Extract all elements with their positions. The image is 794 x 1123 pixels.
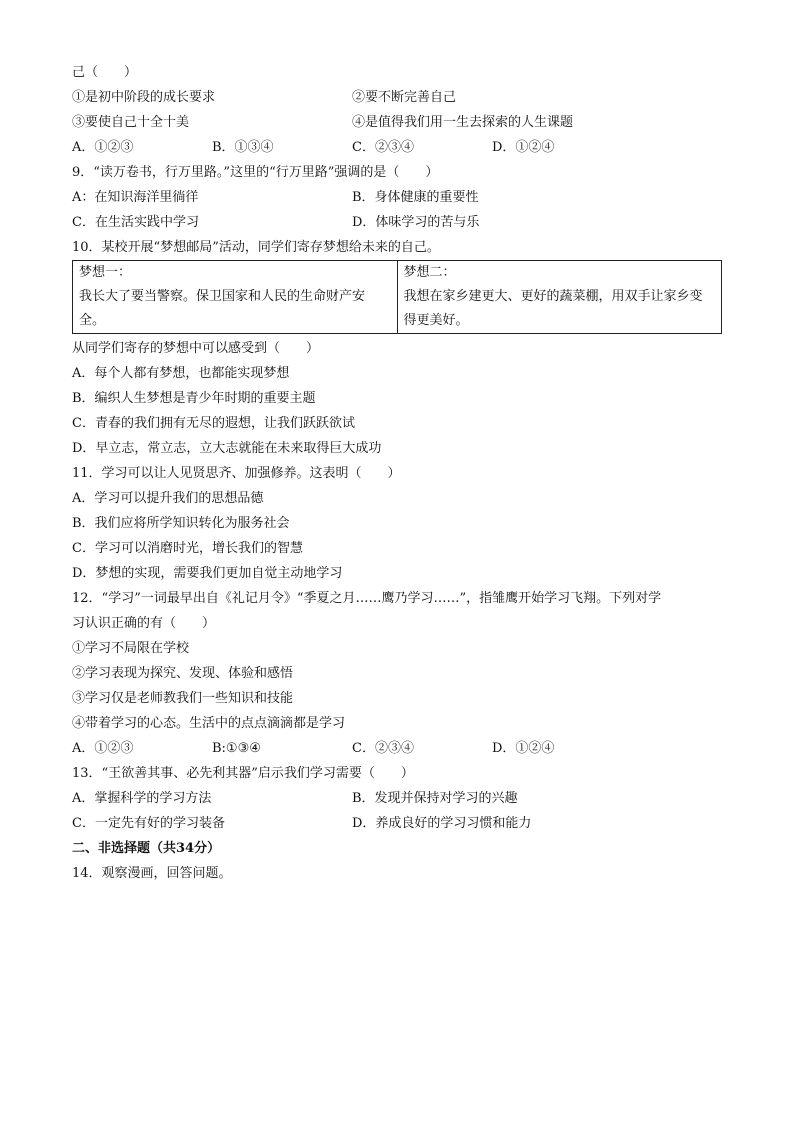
q14-stem: 14．观察漫画，回答问题。 (72, 866, 232, 881)
q10-question: 从同学们寄存的梦想中可以感受到（ ） (72, 341, 320, 356)
q8-choice-c: C．②③④ (352, 140, 414, 155)
q9-choice-b: B．身体健康的重要性 (352, 190, 479, 205)
q9-choice-c: C．在生活实践中学习 (72, 215, 199, 230)
q12-statement-4: ④带着学习的心态。生活中的点点滴滴都是学习 (72, 716, 346, 731)
q8-tail: 己（ ） (72, 65, 138, 80)
q11-stem: 11．学习可以让人见贤思齐、加强修养。这表明（ ） (72, 466, 401, 481)
q8-options-row-1 (72, 85, 722, 110)
dream-one-cell (73, 261, 398, 334)
q12-choice-b: B:①③④ (212, 741, 261, 756)
q13-stem: 13．“王欲善其事、必先利其器”启示我们学习需要（ ） (72, 766, 414, 781)
q9-choice-a: A：在知识海洋里徜徉 (72, 190, 199, 205)
q11-choice-c: C．学习可以消磨时光，增长我们的智慧 (72, 541, 303, 556)
q8-statement-4: ④是值得我们用一生去探索的人生课题 (352, 115, 574, 130)
q9-choice-d: D．体味学习的苦与乐 (352, 215, 480, 230)
q8-choice-d: D．①②④ (492, 140, 555, 155)
q12-choice-d: D．①②④ (492, 741, 555, 756)
q12-choice-c: C．②③④ (352, 741, 414, 756)
q9-stem: 9．“读万卷书，行万里路。”这里的“行万里路”强调的是（ ） (72, 165, 439, 180)
q12-stem-line-2: 习认识正确的有（ ） (72, 616, 216, 631)
dream-two-text: 我想在家乡建更大、更好的蔬菜棚，用双手让家乡变得更美好。 (403, 289, 703, 328)
q10-choice-d: D．早立志，常立志，立大志就能在未来取得巨大成功 (72, 441, 382, 456)
q12-statement-3: ③学习仅是老师教我们一些知识和技能 (72, 691, 294, 706)
q13-choice-b: B．发现并保持对学习的兴趣 (352, 791, 518, 806)
q12-statement-1: ①学习不局限在学校 (72, 641, 190, 656)
q12-statement-2: ②学习表现为探究、发现、体验和感悟 (72, 666, 294, 681)
q8-options-row-2 (72, 110, 722, 135)
dream-one-title: 梦想一： (79, 265, 132, 280)
q8-choice-a: A．①②③ (72, 140, 134, 155)
q13-choice-d: D．养成良好的学习习惯和能力 (352, 816, 532, 831)
q10-choice-a: A．每个人都有梦想，也都能实现梦想 (72, 366, 290, 381)
q9-choices-row-1 (72, 185, 722, 210)
dream-two-title: 梦想二： (403, 265, 456, 280)
q8-choices (72, 135, 722, 160)
q11-choice-b: B．我们应将所学知识转化为服务社会 (72, 516, 290, 531)
q11-choice-a: A．学习可以提升我们的思想品德 (72, 491, 264, 506)
q8-choice-b: B．①③④ (212, 140, 274, 155)
q13-choices-row-1 (72, 786, 722, 811)
q8-statement-3: ③要使自己十全十美 (72, 115, 190, 130)
exam-page (72, 60, 722, 886)
dream-two-cell (397, 261, 722, 334)
q13-choice-a: A．掌握科学的学习方法 (72, 791, 212, 806)
q9-choices-row-2 (72, 210, 722, 235)
section-two-title: 二、非选择题（共34分） (72, 841, 221, 856)
q8-statement-2: ②要不断完善自己 (352, 90, 457, 105)
q8-statement-1: ①是初中阶段的成长要求 (72, 90, 216, 105)
q10-dream-table (72, 260, 722, 334)
q12-stem-line-1: 12．“学习”一词最早出自《礼记月令》“季夏之月……鹰乃学习……”，指雏鹰开始学习飞翔。下列对学 (72, 591, 662, 606)
dream-one-text: 我长大了要当警察。保卫国家和人民的生命财产安全。 (79, 289, 366, 328)
q13-choice-c: C．一定先有好的学习装备 (72, 816, 225, 831)
q11-choice-d: D．梦想的实现，需要我们更加自觉主动地学习 (72, 566, 343, 581)
q10-choice-b: B．编织人生梦想是青少年时期的重要主题 (72, 391, 316, 406)
q13-choices-row-2 (72, 811, 722, 836)
q10-stem: 10．某校开展“梦想邮局”活动，同学们寄存梦想给未来的自己。 (72, 240, 440, 255)
q12-choice-a: A．①②③ (72, 741, 134, 756)
q10-choice-c: C．青春的我们拥有无尽的遐想，让我们跃跃欲试 (72, 416, 355, 431)
q12-choices (72, 736, 722, 761)
